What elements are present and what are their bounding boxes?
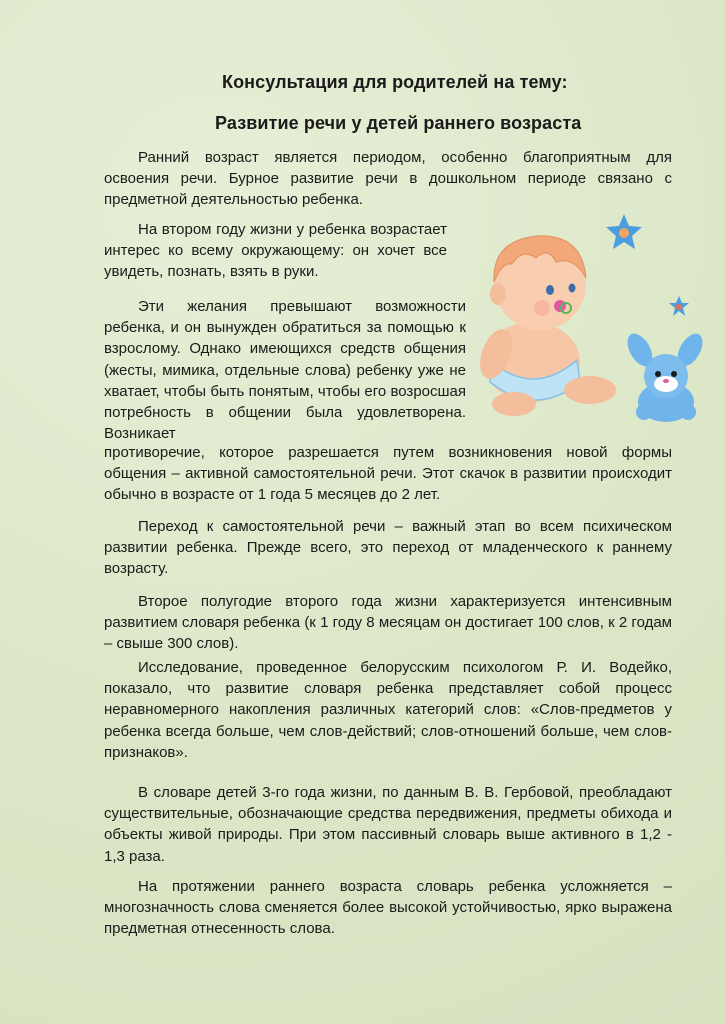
- bunny-illustration: [618, 332, 714, 424]
- paragraph-6: Исследование, проведенное белорусским психологом Р. И. Водейко, показало, что развитие словаря ребенка представляет собой процесс неравномерного накопления различных категорий слов: «Слов-предметов у ребенка всегда больше, чем слов-действий; слов-отношений больше, чем слов-признаков».: [104, 659, 672, 761]
- page-title: Консультация для родителей на тему:: [222, 72, 568, 92]
- paragraph-2: На втором году жизни у ребенка возрастает интерес ко всему окружающему: он хочет все увидеть, познать, взять в руки.: [104, 221, 447, 281]
- paragraph-7: В словаре детей 3-го года жизни, по данным В. В. Гербовой, преобладают существительные, обозначающие средства передвижения, предметы обихода и объекты живой природы. При этом пассивный словарь выше активного в 1,2 - 1,3 раза.: [104, 784, 672, 865]
- paragraph-8: На протяжении раннего возраста словарь ребенка усложняется – многозначность слова сменяется более высокой устойчивостью, ярко выражена предметная отнесенность слова.: [104, 878, 672, 938]
- page-subtitle: Развитие речи у детей раннего возраста: [215, 113, 582, 133]
- baby-illustration: [452, 222, 622, 422]
- paragraph-3-part-2: противоречие, которое разрешается путем возникновения новой формы общения – активной самостоятельной речи. Этот скачок в развитии происходит обычно в возрасте от 1 года 5 месяцев до 2 лет.: [104, 444, 672, 504]
- paragraph-3-part-1: Эти желания превышают возможности ребенка, и он вынужден обратиться за помощью к взрослому. Однако имеющихся средств общения (жесты, мимика, отдельные слова) ребенку уже не хватает, чтобы быть понятым, чтобы его возросшая потребность в общении была удовлетворена. Возникает: [104, 298, 466, 443]
- paragraph-5: Второе полугодие второго года жизни характеризуется интенсивным развитием словаря ребенка (к 1 году 8 месяцам он достигает 100 слов, к 2 годам – свыше 300 слов).: [104, 593, 672, 653]
- paragraph-1: Ранний возраст является периодом, особенно благоприятным для освоения речи. Бурное развитие речи в дошкольном периоде связано с предметной деятельностью ребенка.: [104, 149, 672, 209]
- paragraph-4: Переход к самостоятельной речи – важный этап во всем психическом развитии ребенка. Прежде всего, это переход от младенческого к раннему возрасту.: [104, 518, 672, 578]
- small-star-icon: [668, 295, 690, 317]
- star-icon: [604, 212, 644, 252]
